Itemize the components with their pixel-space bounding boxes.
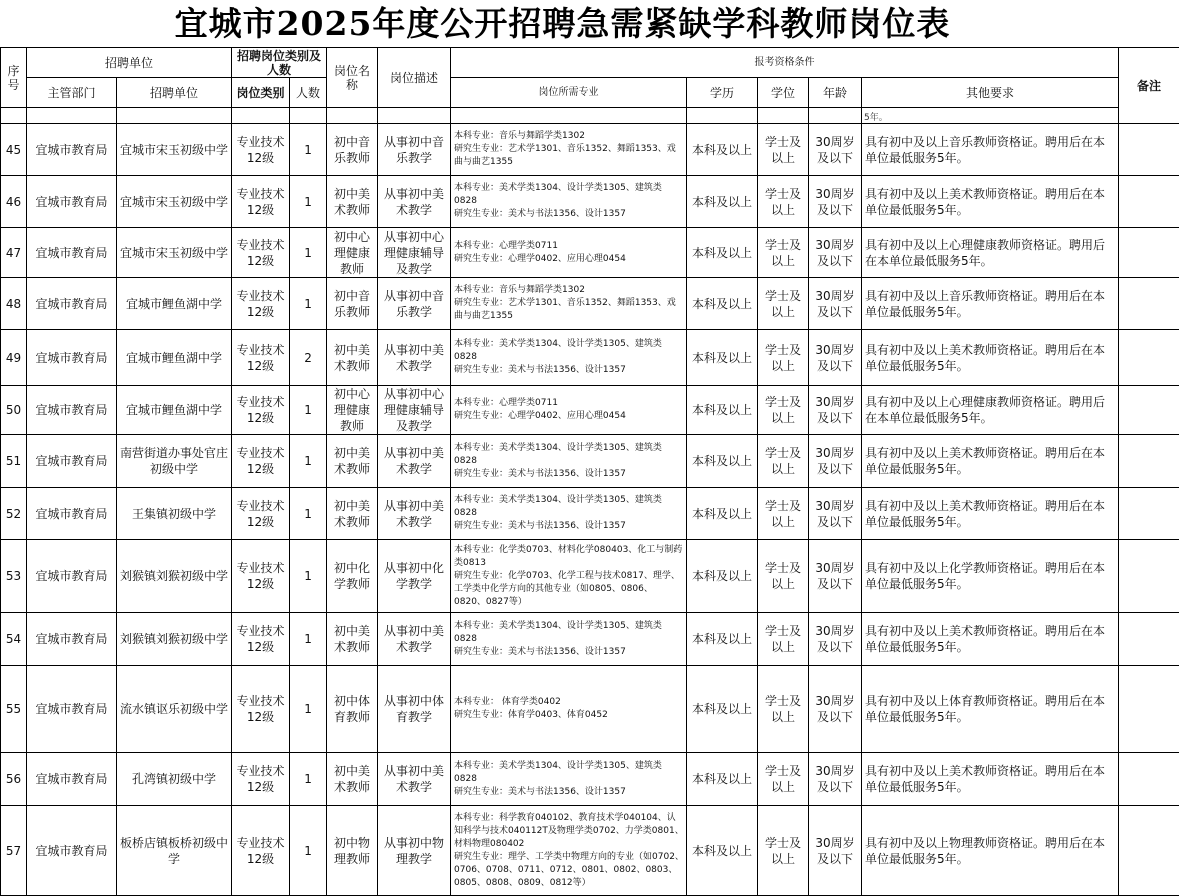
cut-row-text: 5年。: [862, 108, 1119, 124]
count-cell: 1: [290, 666, 327, 753]
count-cell: 1: [290, 753, 327, 806]
remark-cell: [1119, 228, 1179, 278]
major-cell: 本科专业：美术学类1304、设计学类1305、建筑类0828 研究生专业：美术与书法1356、设计1357: [451, 176, 687, 228]
edu-cell: 本科及以上: [687, 806, 758, 896]
count-cell: 1: [290, 124, 327, 176]
type-cell: 专业技术12级: [232, 228, 290, 278]
other-req-cell: 具有初中及以上体育教师资格证。聘用后在本单位最低服务5年。: [862, 666, 1119, 753]
header-edu: 学历: [687, 78, 758, 108]
degree-cell: 学士及以上: [758, 435, 809, 488]
table-row: [1, 753, 1179, 806]
dept-cell: 宜城市教育局: [27, 228, 117, 278]
type-cell: 专业技术12级: [232, 278, 290, 330]
other-req-cell: 具有初中及以上美术教师资格证。聘用后在本单位最低服务5年。: [862, 488, 1119, 540]
post-name-cell: 初中心理健康教师: [327, 228, 378, 278]
seq-cell: 46: [1, 176, 27, 228]
unit-cell: 流水镇讴乐初级中学: [117, 666, 232, 753]
age-cell: 30周岁及以下: [809, 488, 862, 540]
header-seq: 序号: [1, 48, 27, 108]
type-cell: 专业技术12级: [232, 386, 290, 435]
remark-cell: [1119, 540, 1179, 613]
degree-cell: 学士及以上: [758, 124, 809, 176]
edu-cell: 本科及以上: [687, 124, 758, 176]
age-cell: 30周岁及以下: [809, 176, 862, 228]
unit-cell: 南营街道办事处官庄初级中学: [117, 435, 232, 488]
dept-cell: 宜城市教育局: [27, 278, 117, 330]
other-req-cell: 具有初中及以上美术教师资格证。聘用后在本单位最低服务5年。: [862, 435, 1119, 488]
dept-cell: 宜城市教育局: [27, 124, 117, 176]
unit-cell: 宜城市宋玉初级中学: [117, 176, 232, 228]
count-cell: 1: [290, 540, 327, 613]
other-req-cell: 具有初中及以上美术教师资格证。聘用后在本单位最低服务5年。: [862, 753, 1119, 806]
age-cell: 30周岁及以下: [809, 330, 862, 386]
age-cell: 30周岁及以下: [809, 753, 862, 806]
post-name-cell: 初中音乐教师: [327, 124, 378, 176]
remark-cell: [1119, 386, 1179, 435]
seq-cell: 50: [1, 386, 27, 435]
header-post-type-group: 招聘岗位类别及人数: [232, 48, 327, 78]
seq-cell: 49: [1, 330, 27, 386]
dept-cell: 宜城市教育局: [27, 753, 117, 806]
other-req-cell: 具有初中及以上美术教师资格证。聘用后在本单位最低服务5年。: [862, 330, 1119, 386]
major-cell: 本科专业：美术学类1304、设计学类1305、建筑类0828 研究生专业：美术与书法1356、设计1357: [451, 330, 687, 386]
post-name-cell: 初中美术教师: [327, 613, 378, 666]
seq-cell: 51: [1, 435, 27, 488]
other-req-cell: 具有初中及以上化学教师资格证。聘用后在本单位最低服务5年。: [862, 540, 1119, 613]
other-req-cell: 具有初中及以上音乐教师资格证。聘用后在本单位最低服务5年。: [862, 278, 1119, 330]
degree-cell: 学士及以上: [758, 488, 809, 540]
type-cell: 专业技术12级: [232, 806, 290, 896]
seq-cell: 47: [1, 228, 27, 278]
major-cell: 本科专业：心理学类0711 研究生专业：心理学0402、应用心理0454: [451, 228, 687, 278]
header-degree: 学位: [758, 78, 809, 108]
age-cell: 30周岁及以下: [809, 435, 862, 488]
count-cell: 1: [290, 806, 327, 896]
edu-cell: 本科及以上: [687, 278, 758, 330]
header-unit: 招聘单位: [117, 78, 232, 108]
edu-cell: 本科及以上: [687, 176, 758, 228]
seq-cell: 54: [1, 613, 27, 666]
post-name-cell: 初中美术教师: [327, 176, 378, 228]
age-cell: 30周岁及以下: [809, 228, 862, 278]
major-cell: 本科专业：心理学类0711 研究生专业：心理学0402、应用心理0454: [451, 386, 687, 435]
post-name-cell: 初中物理教师: [327, 806, 378, 896]
remark-cell: [1119, 613, 1179, 666]
dept-cell: 宜城市教育局: [27, 666, 117, 753]
count-cell: 1: [290, 488, 327, 540]
header-qual-group: 报考资格条件: [451, 48, 1119, 78]
degree-cell: 学士及以上: [758, 278, 809, 330]
table-row: [1, 488, 1179, 540]
count-cell: 1: [290, 228, 327, 278]
degree-cell: 学士及以上: [758, 753, 809, 806]
post-desc-cell: 从事初中美术教学: [378, 435, 451, 488]
remark-cell: [1119, 666, 1179, 753]
unit-cell: 刘猴镇刘猴初级中学: [117, 540, 232, 613]
age-cell: 30周岁及以下: [809, 806, 862, 896]
post-name-cell: 初中美术教师: [327, 435, 378, 488]
count-cell: 1: [290, 386, 327, 435]
table-row: [1, 613, 1179, 666]
post-name-cell: 初中美术教师: [327, 753, 378, 806]
unit-cell: 王集镇初级中学: [117, 488, 232, 540]
header-count: 人数: [290, 78, 327, 108]
remark-cell: [1119, 330, 1179, 386]
major-cell: 本科专业：美术学类1304、设计学类1305、建筑类0828 研究生专业：美术与书法1356、设计1357: [451, 613, 687, 666]
table-row: [1, 330, 1179, 386]
post-desc-cell: 从事初中美术教学: [378, 488, 451, 540]
count-cell: 2: [290, 330, 327, 386]
dept-cell: 宜城市教育局: [27, 435, 117, 488]
type-cell: 专业技术12级: [232, 666, 290, 753]
table-row: [1, 540, 1179, 613]
degree-cell: 学士及以上: [758, 613, 809, 666]
major-cell: 本科专业：美术学类1304、设计学类1305、建筑类0828 研究生专业：美术与书法1356、设计1357: [451, 435, 687, 488]
other-req-cell: 具有初中及以上物理教师资格证。聘用后在本单位最低服务5年。: [862, 806, 1119, 896]
post-name-cell: 初中化学教师: [327, 540, 378, 613]
type-cell: 专业技术12级: [232, 753, 290, 806]
post-desc-cell: 从事初中心理健康辅导及教学: [378, 228, 451, 278]
major-cell: 本科专业：美术学类1304、设计学类1305、建筑类0828 研究生专业：美术与书法1356、设计1357: [451, 753, 687, 806]
edu-cell: 本科及以上: [687, 540, 758, 613]
edu-cell: 本科及以上: [687, 753, 758, 806]
header-post-name: 岗位名称: [327, 48, 378, 108]
type-cell: 专业技术12级: [232, 613, 290, 666]
table-row: [1, 386, 1179, 435]
type-cell: 专业技术12级: [232, 540, 290, 613]
post-desc-cell: 从事初中美术教学: [378, 176, 451, 228]
job-table: [0, 47, 1179, 896]
major-cell: 本科专业：美术学类1304、设计学类1305、建筑类0828 研究生专业：美术与书法1356、设计1357: [451, 488, 687, 540]
seq-cell: 48: [1, 278, 27, 330]
header-unit-group: 招聘单位: [27, 48, 232, 78]
post-desc-cell: 从事初中化学教学: [378, 540, 451, 613]
dept-cell: 宜城市教育局: [27, 176, 117, 228]
post-desc-cell: 从事初中美术教学: [378, 753, 451, 806]
dept-cell: 宜城市教育局: [27, 613, 117, 666]
remark-cell: [1119, 806, 1179, 896]
age-cell: 30周岁及以下: [809, 666, 862, 753]
post-desc-cell: 从事初中美术教学: [378, 330, 451, 386]
table-row: [1, 228, 1179, 278]
type-cell: 专业技术12级: [232, 124, 290, 176]
unit-cell: 宜城市宋玉初级中学: [117, 124, 232, 176]
seq-cell: 55: [1, 666, 27, 753]
post-name-cell: 初中美术教师: [327, 488, 378, 540]
age-cell: 30周岁及以下: [809, 278, 862, 330]
type-cell: 专业技术12级: [232, 330, 290, 386]
age-cell: 30周岁及以下: [809, 124, 862, 176]
count-cell: 1: [290, 176, 327, 228]
post-name-cell: 初中体育教师: [327, 666, 378, 753]
dept-cell: 宜城市教育局: [27, 806, 117, 896]
age-cell: 30周岁及以下: [809, 386, 862, 435]
unit-cell: 宜城市鲤鱼湖中学: [117, 278, 232, 330]
major-cell: 本科专业： 体育学类0402 研究生专业：体育学0403、体育0452: [451, 666, 687, 753]
header-other: 其他要求: [862, 78, 1119, 108]
count-cell: 1: [290, 613, 327, 666]
other-req-cell: 具有初中及以上美术教师资格证。聘用后在本单位最低服务5年。: [862, 176, 1119, 228]
dept-cell: 宜城市教育局: [27, 386, 117, 435]
type-cell: 专业技术12级: [232, 435, 290, 488]
edu-cell: 本科及以上: [687, 488, 758, 540]
post-desc-cell: 从事初中音乐教学: [378, 124, 451, 176]
unit-cell: 宜城市鲤鱼湖中学: [117, 330, 232, 386]
other-req-cell: 具有初中及以上音乐教师资格证。聘用后在本单位最低服务5年。: [862, 124, 1119, 176]
major-cell: 本科专业：音乐与舞蹈学类1302 研究生专业：艺术学1301、音乐1352、舞蹈1353、戏曲与曲艺1355: [451, 124, 687, 176]
edu-cell: 本科及以上: [687, 386, 758, 435]
table-row: [1, 666, 1179, 753]
remark-cell: [1119, 488, 1179, 540]
table-row: [1, 278, 1179, 330]
post-desc-cell: 从事初中体育教学: [378, 666, 451, 753]
header-dept: 主管部门: [27, 78, 117, 108]
header-age: 年龄: [809, 78, 862, 108]
remark-cell: [1119, 124, 1179, 176]
other-req-cell: 具有初中及以上心理健康教师资格证。聘用后在本单位最低服务5年。: [862, 228, 1119, 278]
remark-cell: [1119, 278, 1179, 330]
seq-cell: 52: [1, 488, 27, 540]
other-req-cell: 具有初中及以上美术教师资格证。聘用后在本单位最低服务5年。: [862, 613, 1119, 666]
header-post-desc: 岗位描述: [378, 48, 451, 108]
degree-cell: 学士及以上: [758, 806, 809, 896]
post-desc-cell: 从事初中心理健康辅导及教学: [378, 386, 451, 435]
unit-cell: 刘猴镇刘猴初级中学: [117, 613, 232, 666]
degree-cell: 学士及以上: [758, 176, 809, 228]
degree-cell: 学士及以上: [758, 386, 809, 435]
degree-cell: 学士及以上: [758, 666, 809, 753]
unit-cell: 宜城市宋玉初级中学: [117, 228, 232, 278]
remark-cell: [1119, 753, 1179, 806]
post-name-cell: 初中音乐教师: [327, 278, 378, 330]
edu-cell: 本科及以上: [687, 666, 758, 753]
table-row: [1, 176, 1179, 228]
seq-cell: 57: [1, 806, 27, 896]
seq-cell: 56: [1, 753, 27, 806]
seq-cell: 45: [1, 124, 27, 176]
remark-cell: [1119, 435, 1179, 488]
header-remark: 备注: [1119, 48, 1179, 124]
degree-cell: 学士及以上: [758, 228, 809, 278]
table-row: [1, 435, 1179, 488]
dept-cell: 宜城市教育局: [27, 488, 117, 540]
major-cell: 本科专业：化学类0703、材料化学080403、化工与制药类0813 研究生专业：化学0703、化学工程与技术0817、理学、工学类中化学方向的其他专业（如0805、0806、0820、0827等）: [451, 540, 687, 613]
table-row: [1, 124, 1179, 176]
edu-cell: 本科及以上: [687, 613, 758, 666]
edu-cell: 本科及以上: [687, 435, 758, 488]
age-cell: 30周岁及以下: [809, 540, 862, 613]
table-row: [1, 806, 1179, 896]
post-desc-cell: 从事初中物理教学: [378, 806, 451, 896]
degree-cell: 学士及以上: [758, 330, 809, 386]
count-cell: 1: [290, 278, 327, 330]
degree-cell: 学士及以上: [758, 540, 809, 613]
header-major: 岗位所需专业: [451, 78, 687, 108]
other-req-cell: 具有初中及以上心理健康教师资格证。聘用后在本单位最低服务5年。: [862, 386, 1119, 435]
type-cell: 专业技术12级: [232, 488, 290, 540]
edu-cell: 本科及以上: [687, 228, 758, 278]
edu-cell: 本科及以上: [687, 330, 758, 386]
dept-cell: 宜城市教育局: [27, 330, 117, 386]
unit-cell: 板桥店镇板桥初级中学: [117, 806, 232, 896]
count-cell: 1: [290, 435, 327, 488]
table-body: [1, 124, 1179, 896]
post-desc-cell: 从事初中音乐教学: [378, 278, 451, 330]
page-title: 宜城市2025年度公开招聘急需紧缺学科教师岗位表: [0, 2, 1125, 46]
seq-cell: 53: [1, 540, 27, 613]
type-cell: 专业技术12级: [232, 176, 290, 228]
post-desc-cell: 从事初中美术教学: [378, 613, 451, 666]
header-type: 岗位类别: [232, 78, 290, 108]
unit-cell: 宜城市鲤鱼湖中学: [117, 386, 232, 435]
post-name-cell: 初中心理健康教师: [327, 386, 378, 435]
dept-cell: 宜城市教育局: [27, 540, 117, 613]
unit-cell: 孔湾镇初级中学: [117, 753, 232, 806]
remark-cell: [1119, 176, 1179, 228]
major-cell: 本科专业：音乐与舞蹈学类1302 研究生专业：艺术学1301、音乐1352、舞蹈1353、戏曲与曲艺1355: [451, 278, 687, 330]
major-cell: 本科专业：科学教育040102、教育技术学040104、认知科学与技术040112T及物理学类0702、力学类0801、材料物理080402 研究生专业：理学、工学类中物理方向的专业（如0702、0706、0708、0711、0712、0801、0802、0803、0805、0808、0809、0812等）: [451, 806, 687, 896]
post-name-cell: 初中美术教师: [327, 330, 378, 386]
age-cell: 30周岁及以下: [809, 613, 862, 666]
